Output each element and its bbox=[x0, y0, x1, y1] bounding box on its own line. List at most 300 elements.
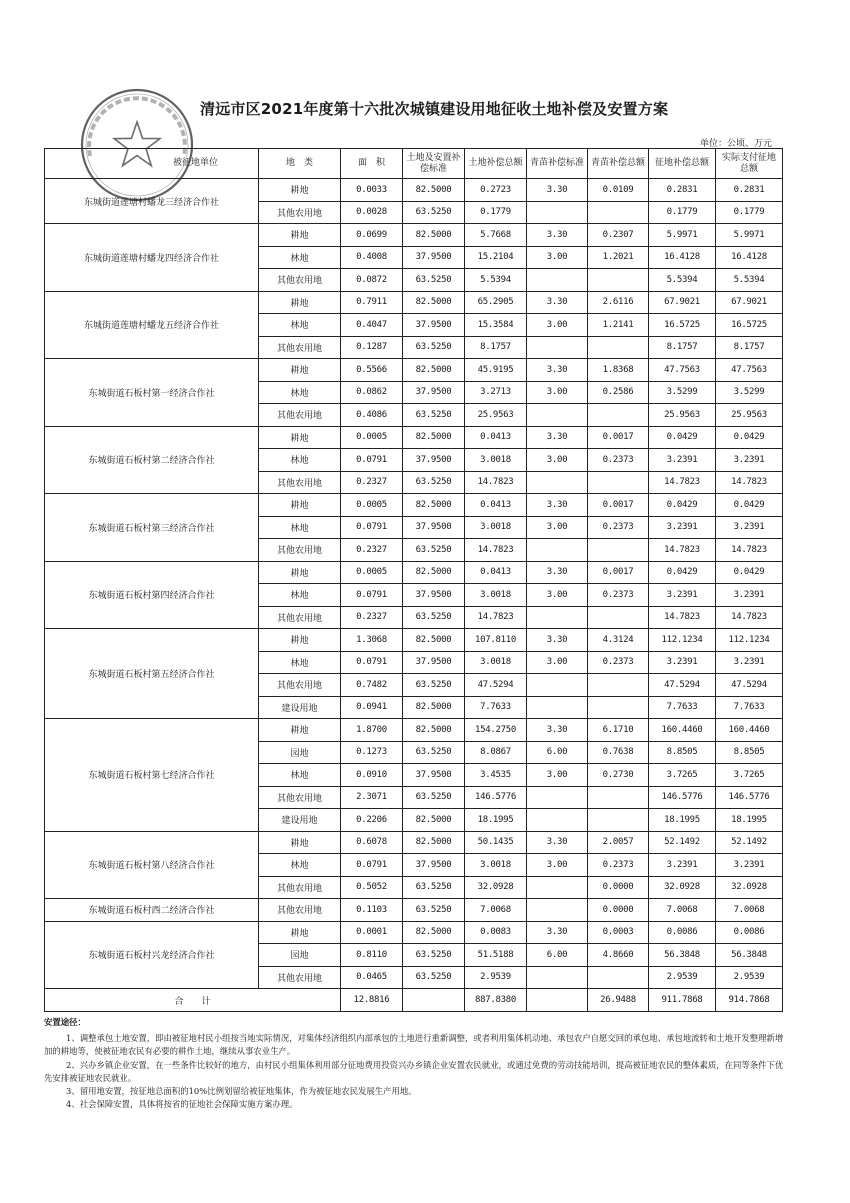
cell-land-type: 耕地 bbox=[259, 561, 341, 584]
cell-land-total: 18.1995 bbox=[465, 809, 527, 832]
cell-land-total: 7.7633 bbox=[465, 696, 527, 719]
total-std bbox=[403, 989, 465, 1012]
cell-land-total: 51.5188 bbox=[465, 944, 527, 967]
cell-comp-total: 0.2831 bbox=[649, 179, 716, 202]
cell-actual-total: 3.2391 bbox=[716, 651, 783, 674]
cell-std: 63.5250 bbox=[403, 201, 465, 224]
cell-actual-total: 3.2391 bbox=[716, 584, 783, 607]
cell-actual-total: 16.4128 bbox=[716, 246, 783, 269]
cell-comp-total: 5.5394 bbox=[649, 269, 716, 292]
cell-land-type: 耕地 bbox=[259, 719, 341, 742]
cell-land-type: 耕地 bbox=[259, 179, 341, 202]
cell-land-total: 15.2104 bbox=[465, 246, 527, 269]
cell-land-total: 45.9195 bbox=[465, 359, 527, 382]
cell-actual-total: 2.9539 bbox=[716, 966, 783, 989]
cell-std: 82.5000 bbox=[403, 359, 465, 382]
cell-actual-total: 47.5294 bbox=[716, 674, 783, 697]
cell-actual-total: 3.7265 bbox=[716, 764, 783, 787]
cell-std: 82.5000 bbox=[403, 561, 465, 584]
cell-area: 0.0791 bbox=[341, 854, 403, 877]
cell-actual-total: 32.0928 bbox=[716, 876, 783, 899]
cell-crop-std bbox=[527, 471, 588, 494]
cell-area: 0.1273 bbox=[341, 741, 403, 764]
cell-actual-total: 8.1757 bbox=[716, 336, 783, 359]
cell-land-type: 其他农用地 bbox=[259, 471, 341, 494]
cell-crop-total: 0.2586 bbox=[588, 381, 649, 404]
cell-land-total: 15.3584 bbox=[465, 314, 527, 337]
cell-std: 37.9500 bbox=[403, 449, 465, 472]
cell-crop-std: 6.00 bbox=[527, 944, 588, 967]
cell-std: 37.9500 bbox=[403, 246, 465, 269]
cell-crop-std: 3.30 bbox=[527, 291, 588, 314]
cell-std: 82.5000 bbox=[403, 921, 465, 944]
table-row bbox=[45, 426, 783, 449]
cell-actual-total: 5.5394 bbox=[716, 269, 783, 292]
cell-crop-total: 0.0017 bbox=[588, 426, 649, 449]
cell-actual-total: 3.5299 bbox=[716, 381, 783, 404]
cell-land-total: 0.0413 bbox=[465, 494, 527, 517]
cell-comp-total: 32.0928 bbox=[649, 876, 716, 899]
cell-land-total: 47.5294 bbox=[465, 674, 527, 697]
cell-area: 0.2327 bbox=[341, 539, 403, 562]
cell-land-type: 林地 bbox=[259, 381, 341, 404]
cell-comp-total: 52.1492 bbox=[649, 831, 716, 854]
cell-area: 0.4008 bbox=[341, 246, 403, 269]
cell-crop-std: 3.30 bbox=[527, 359, 588, 382]
cell-crop-std bbox=[527, 404, 588, 427]
cell-land-total: 0.0413 bbox=[465, 561, 527, 584]
cell-land-type: 耕地 bbox=[259, 494, 341, 517]
cell-area: 0.1287 bbox=[341, 336, 403, 359]
cell-area: 0.7911 bbox=[341, 291, 403, 314]
cell-crop-std: 3.30 bbox=[527, 561, 588, 584]
cell-std: 37.9500 bbox=[403, 381, 465, 404]
cell-crop-total bbox=[588, 404, 649, 427]
cell-land-total: 5.5394 bbox=[465, 269, 527, 292]
cell-std: 82.5000 bbox=[403, 629, 465, 652]
cell-area: 0.0005 bbox=[341, 426, 403, 449]
cell-land-total: 5.7668 bbox=[465, 224, 527, 247]
cell-crop-total bbox=[588, 786, 649, 809]
cell-crop-std bbox=[527, 336, 588, 359]
cell-crop-std: 3.00 bbox=[527, 449, 588, 472]
cell-comp-total: 0.0086 bbox=[649, 921, 716, 944]
document-title: 清远市区2021年度第十六批次城镇建设用地征收土地补偿及安置方案 bbox=[200, 100, 669, 118]
cell-owner: 东城街道石板村兴龙经济合作社 bbox=[45, 921, 259, 989]
cell-crop-std bbox=[527, 539, 588, 562]
cell-actual-total: 8.8505 bbox=[716, 741, 783, 764]
table-header-row bbox=[45, 149, 783, 179]
cell-comp-total: 25.9563 bbox=[649, 404, 716, 427]
cell-land-type: 其他农用地 bbox=[259, 966, 341, 989]
cell-land-type: 林地 bbox=[259, 246, 341, 269]
cell-actual-total: 7.7633 bbox=[716, 696, 783, 719]
cell-area: 0.0910 bbox=[341, 764, 403, 787]
cell-actual-total: 14.7823 bbox=[716, 606, 783, 629]
cell-land-total: 3.0018 bbox=[465, 449, 527, 472]
total-actual: 914.7868 bbox=[716, 989, 783, 1012]
cell-comp-total: 7.7633 bbox=[649, 696, 716, 719]
cell-land-type: 耕地 bbox=[259, 291, 341, 314]
cell-crop-std bbox=[527, 606, 588, 629]
cell-area: 0.0033 bbox=[341, 179, 403, 202]
cell-comp-total: 47.5294 bbox=[649, 674, 716, 697]
cell-area: 0.7482 bbox=[341, 674, 403, 697]
cell-std: 37.9500 bbox=[403, 584, 465, 607]
resettlement-notes bbox=[44, 1016, 790, 1111]
cell-comp-total: 5.9971 bbox=[649, 224, 716, 247]
cell-comp-total: 160.4460 bbox=[649, 719, 716, 742]
cell-comp-total: 14.7823 bbox=[649, 539, 716, 562]
cell-crop-total bbox=[588, 539, 649, 562]
cell-actual-total: 3.2391 bbox=[716, 854, 783, 877]
cell-comp-total: 3.5299 bbox=[649, 381, 716, 404]
header-crop-total: 青苗补偿总额 bbox=[588, 149, 649, 179]
cell-std: 37.9500 bbox=[403, 651, 465, 674]
cell-land-type: 林地 bbox=[259, 764, 341, 787]
cell-owner: 东城街道莲塘村蟠龙三经济合作社 bbox=[45, 179, 259, 224]
cell-land-total: 2.9539 bbox=[465, 966, 527, 989]
cell-crop-std bbox=[527, 674, 588, 697]
cell-crop-total: 0.2307 bbox=[588, 224, 649, 247]
note-item: 2、兴办乡镇企业安置，在一些条件比较好的地方，由村民小组集体利用部分征地费用投资兴办乡镇企业安置农民就业，或通过免费的劳动技能培训，提高被征地农民的整体素质，在同等条件下优先安排被征地农民就业。 bbox=[44, 1059, 784, 1083]
cell-area: 0.0791 bbox=[341, 651, 403, 674]
cell-comp-total: 14.7823 bbox=[649, 606, 716, 629]
cell-actual-total: 0.0086 bbox=[716, 921, 783, 944]
total-land: 887.8380 bbox=[465, 989, 527, 1012]
cell-crop-std: 3.30 bbox=[527, 629, 588, 652]
cell-comp-total: 3.2391 bbox=[649, 854, 716, 877]
cell-land-type: 林地 bbox=[259, 584, 341, 607]
cell-crop-total: 0.2373 bbox=[588, 651, 649, 674]
cell-land-total: 14.7823 bbox=[465, 471, 527, 494]
cell-land-type: 林地 bbox=[259, 651, 341, 674]
cell-area: 0.0005 bbox=[341, 561, 403, 584]
cell-area: 1.3068 bbox=[341, 629, 403, 652]
cell-crop-total: 2.0057 bbox=[588, 831, 649, 854]
cell-std: 82.5000 bbox=[403, 696, 465, 719]
cell-std: 63.5250 bbox=[403, 404, 465, 427]
cell-comp-total: 0.0429 bbox=[649, 426, 716, 449]
cell-owner: 东城街道石板村第七经济合作社 bbox=[45, 719, 259, 832]
cell-crop-total: 0.7638 bbox=[588, 741, 649, 764]
cell-crop-total bbox=[588, 674, 649, 697]
cell-actual-total: 0.0429 bbox=[716, 426, 783, 449]
cell-land-total: 8.0867 bbox=[465, 741, 527, 764]
cell-crop-std: 3.30 bbox=[527, 921, 588, 944]
cell-actual-total: 7.0068 bbox=[716, 899, 783, 922]
cell-crop-total: 0.2730 bbox=[588, 764, 649, 787]
cell-std: 63.5250 bbox=[403, 876, 465, 899]
header-actual-total: 实际支付征地总额 bbox=[716, 149, 783, 179]
cell-crop-std: 3.30 bbox=[527, 494, 588, 517]
total-crop: 26.9488 bbox=[588, 989, 649, 1012]
cell-land-type: 耕地 bbox=[259, 426, 341, 449]
cell-crop-total: 0.0000 bbox=[588, 876, 649, 899]
cell-land-type: 其他农用地 bbox=[259, 876, 341, 899]
cell-comp-total: 3.2391 bbox=[649, 516, 716, 539]
cell-owner: 东城街道石板村西二经济合作社 bbox=[45, 899, 259, 922]
cell-crop-total: 4.3124 bbox=[588, 629, 649, 652]
cell-std: 82.5000 bbox=[403, 291, 465, 314]
cell-actual-total: 25.9563 bbox=[716, 404, 783, 427]
cell-crop-total: 6.1710 bbox=[588, 719, 649, 742]
cell-owner: 东城街道石板村第一经济合作社 bbox=[45, 359, 259, 427]
cell-area: 0.0872 bbox=[341, 269, 403, 292]
cell-area: 1.8700 bbox=[341, 719, 403, 742]
cell-std: 82.5000 bbox=[403, 719, 465, 742]
cell-land-type: 耕地 bbox=[259, 359, 341, 382]
cell-land-type: 建设用地 bbox=[259, 809, 341, 832]
cell-crop-total: 0.2373 bbox=[588, 449, 649, 472]
cell-owner: 东城街道石板村第五经济合作社 bbox=[45, 629, 259, 719]
cell-crop-total bbox=[588, 809, 649, 832]
cell-crop-std bbox=[527, 696, 588, 719]
cell-actual-total: 14.7823 bbox=[716, 539, 783, 562]
cell-area: 0.6078 bbox=[341, 831, 403, 854]
cell-comp-total: 16.4128 bbox=[649, 246, 716, 269]
cell-actual-total: 67.9021 bbox=[716, 291, 783, 314]
cell-crop-total: 1.8368 bbox=[588, 359, 649, 382]
cell-land-type: 其他农用地 bbox=[259, 404, 341, 427]
note-item: 3、留用地安置，按征地总面积的10%比例划留给被征地集体，作为被征地农民发展生产用地。 bbox=[66, 1086, 417, 1097]
cell-crop-std bbox=[527, 269, 588, 292]
cell-area: 0.0791 bbox=[341, 516, 403, 539]
cell-land-type: 耕地 bbox=[259, 629, 341, 652]
cell-area: 0.2327 bbox=[341, 606, 403, 629]
cell-std: 63.5250 bbox=[403, 899, 465, 922]
header-land-total: 土地补偿总额 bbox=[465, 149, 527, 179]
cell-crop-std: 3.30 bbox=[527, 719, 588, 742]
cell-std: 82.5000 bbox=[403, 426, 465, 449]
cell-comp-total: 67.9021 bbox=[649, 291, 716, 314]
cell-land-type: 其他农用地 bbox=[259, 786, 341, 809]
cell-owner: 东城街道石板村第二经济合作社 bbox=[45, 426, 259, 494]
cell-crop-std: 3.30 bbox=[527, 224, 588, 247]
table-row bbox=[45, 921, 783, 944]
cell-crop-total: 0.0000 bbox=[588, 899, 649, 922]
cell-std: 82.5000 bbox=[403, 831, 465, 854]
total-row bbox=[45, 989, 783, 1012]
cell-land-type: 建设用地 bbox=[259, 696, 341, 719]
cell-owner: 东城街道石板村第三经济合作社 bbox=[45, 494, 259, 562]
cell-area: 0.1103 bbox=[341, 899, 403, 922]
cell-crop-total: 0.0003 bbox=[588, 921, 649, 944]
cell-comp-total: 2.9539 bbox=[649, 966, 716, 989]
cell-comp-total: 56.3848 bbox=[649, 944, 716, 967]
header-crop-std: 青苗补偿标准 bbox=[527, 149, 588, 179]
cell-land-type: 林地 bbox=[259, 314, 341, 337]
cell-actual-total: 5.9971 bbox=[716, 224, 783, 247]
cell-land-total: 154.2750 bbox=[465, 719, 527, 742]
header-std: 土地及安置补偿标准 bbox=[403, 149, 465, 179]
cell-crop-total: 0.0017 bbox=[588, 561, 649, 584]
cell-land-type: 其他农用地 bbox=[259, 201, 341, 224]
cell-std: 37.9500 bbox=[403, 854, 465, 877]
cell-land-total: 3.0018 bbox=[465, 854, 527, 877]
table-row bbox=[45, 561, 783, 584]
table-row bbox=[45, 899, 783, 922]
cell-crop-total bbox=[588, 201, 649, 224]
cell-crop-total: 2.6116 bbox=[588, 291, 649, 314]
cell-crop-total bbox=[588, 269, 649, 292]
cell-std: 37.9500 bbox=[403, 314, 465, 337]
cell-std: 63.5250 bbox=[403, 471, 465, 494]
cell-area: 0.0028 bbox=[341, 201, 403, 224]
header-owner: 被征地单位 bbox=[45, 149, 259, 179]
cell-land-total: 50.1435 bbox=[465, 831, 527, 854]
cell-crop-std: 3.00 bbox=[527, 584, 588, 607]
table-row bbox=[45, 494, 783, 517]
unit-label: 单位：公顷、万元 bbox=[700, 139, 773, 149]
cell-land-total: 3.0018 bbox=[465, 516, 527, 539]
table-row bbox=[45, 291, 783, 314]
cell-crop-total bbox=[588, 471, 649, 494]
cell-crop-total: 0.2373 bbox=[588, 516, 649, 539]
cell-actual-total: 18.1995 bbox=[716, 809, 783, 832]
cell-crop-std bbox=[527, 201, 588, 224]
cell-comp-total: 3.2391 bbox=[649, 449, 716, 472]
cell-actual-total: 0.2831 bbox=[716, 179, 783, 202]
cell-comp-total: 8.8505 bbox=[649, 741, 716, 764]
cell-std: 63.5250 bbox=[403, 269, 465, 292]
cell-crop-std: 3.00 bbox=[527, 764, 588, 787]
cell-owner: 东城街道石板村第四经济合作社 bbox=[45, 561, 259, 629]
cell-crop-total: 0.2373 bbox=[588, 854, 649, 877]
cell-crop-std: 3.00 bbox=[527, 246, 588, 269]
cell-land-total: 25.9563 bbox=[465, 404, 527, 427]
cell-area: 0.0941 bbox=[341, 696, 403, 719]
cell-land-type: 林地 bbox=[259, 854, 341, 877]
cell-crop-total bbox=[588, 606, 649, 629]
cell-std: 37.9500 bbox=[403, 516, 465, 539]
header-type: 地 类 bbox=[259, 149, 341, 179]
cell-land-type: 耕地 bbox=[259, 921, 341, 944]
total-label: 合 计 bbox=[45, 989, 341, 1012]
cell-crop-total: 0.0109 bbox=[588, 179, 649, 202]
cell-std: 82.5000 bbox=[403, 494, 465, 517]
cell-actual-total: 160.4460 bbox=[716, 719, 783, 742]
cell-comp-total: 47.7563 bbox=[649, 359, 716, 382]
table-row bbox=[45, 224, 783, 247]
cell-crop-total: 0.0017 bbox=[588, 494, 649, 517]
cell-crop-total: 0.2373 bbox=[588, 584, 649, 607]
cell-crop-std: 3.00 bbox=[527, 854, 588, 877]
cell-land-type: 其他农用地 bbox=[259, 674, 341, 697]
cell-land-total: 7.0068 bbox=[465, 899, 527, 922]
cell-std: 63.5250 bbox=[403, 336, 465, 359]
cell-area: 0.0862 bbox=[341, 381, 403, 404]
cell-comp-total: 0.1779 bbox=[649, 201, 716, 224]
cell-crop-std: 3.30 bbox=[527, 831, 588, 854]
cell-land-type: 其他农用地 bbox=[259, 899, 341, 922]
cell-crop-total bbox=[588, 966, 649, 989]
cell-std: 63.5250 bbox=[403, 966, 465, 989]
cell-land-total: 14.7823 bbox=[465, 606, 527, 629]
table-row bbox=[45, 179, 783, 202]
cell-crop-std: 3.00 bbox=[527, 381, 588, 404]
cell-area: 0.4047 bbox=[341, 314, 403, 337]
cell-crop-std: 3.00 bbox=[527, 516, 588, 539]
cell-std: 63.5250 bbox=[403, 786, 465, 809]
table-row bbox=[45, 359, 783, 382]
cell-area: 0.8110 bbox=[341, 944, 403, 967]
notes-heading: 安置途径： bbox=[44, 1017, 86, 1027]
cell-area: 0.5566 bbox=[341, 359, 403, 382]
cell-comp-total: 3.2391 bbox=[649, 651, 716, 674]
cell-land-total: 0.0413 bbox=[465, 426, 527, 449]
cell-comp-total: 112.1234 bbox=[649, 629, 716, 652]
cell-comp-total: 3.2391 bbox=[649, 584, 716, 607]
cell-actual-total: 0.0429 bbox=[716, 494, 783, 517]
cell-actual-total: 47.7563 bbox=[716, 359, 783, 382]
cell-std: 63.5250 bbox=[403, 606, 465, 629]
cell-comp-total: 7.0068 bbox=[649, 899, 716, 922]
note-item: 1、调整承包土地安置，即由被征地村民小组按当地实际情况，对集体经济组织内部承包的土地进行重新调整，或者利用集体机动地、承包农户自愿交回的承包地、承包地流转和土地开发整理新增加的耕地等，使被征地农民有必要的耕作土地，继续从事农业生产。 bbox=[44, 1033, 784, 1057]
cell-std: 63.5250 bbox=[403, 539, 465, 562]
cell-land-total: 65.2905 bbox=[465, 291, 527, 314]
cell-crop-std bbox=[527, 899, 588, 922]
cell-land-total: 146.5776 bbox=[465, 786, 527, 809]
cell-std: 63.5250 bbox=[403, 944, 465, 967]
cell-land-type: 其他农用地 bbox=[259, 336, 341, 359]
cell-land-type: 其他农用地 bbox=[259, 269, 341, 292]
cell-area: 0.0005 bbox=[341, 494, 403, 517]
cell-actual-total: 52.1492 bbox=[716, 831, 783, 854]
cell-land-total: 3.0018 bbox=[465, 584, 527, 607]
cell-land-total: 0.2723 bbox=[465, 179, 527, 202]
note-item: 4、社会保障安置，具体将按省的征地社会保障实施方案办理。 bbox=[66, 1099, 298, 1110]
total-area: 12.8816 bbox=[341, 989, 403, 1012]
cell-actual-total: 146.5776 bbox=[716, 786, 783, 809]
cell-crop-std: 6.00 bbox=[527, 741, 588, 764]
cell-area: 0.5052 bbox=[341, 876, 403, 899]
cell-std: 82.5000 bbox=[403, 809, 465, 832]
cell-land-total: 0.1779 bbox=[465, 201, 527, 224]
cell-comp-total: 18.1995 bbox=[649, 809, 716, 832]
cell-crop-total bbox=[588, 696, 649, 719]
cell-comp-total: 14.7823 bbox=[649, 471, 716, 494]
cell-land-total: 107.8110 bbox=[465, 629, 527, 652]
cell-crop-std: 3.30 bbox=[527, 179, 588, 202]
cell-comp-total: 146.5776 bbox=[649, 786, 716, 809]
cell-owner: 东城街道石板村第八经济合作社 bbox=[45, 831, 259, 899]
cell-comp-total: 16.5725 bbox=[649, 314, 716, 337]
cell-crop-total: 4.8660 bbox=[588, 944, 649, 967]
cell-land-total: 8.1757 bbox=[465, 336, 527, 359]
cell-actual-total: 3.2391 bbox=[716, 449, 783, 472]
cell-crop-std: 3.00 bbox=[527, 651, 588, 674]
cell-crop-std bbox=[527, 876, 588, 899]
cell-land-type: 园地 bbox=[259, 944, 341, 967]
cell-area: 0.0791 bbox=[341, 584, 403, 607]
cell-owner: 东城街道莲塘村蟠龙五经济合作社 bbox=[45, 291, 259, 359]
cell-land-total: 14.7823 bbox=[465, 539, 527, 562]
cell-land-type: 园地 bbox=[259, 741, 341, 764]
cell-land-total: 3.4535 bbox=[465, 764, 527, 787]
cell-land-type: 其他农用地 bbox=[259, 539, 341, 562]
cell-comp-total: 0.0429 bbox=[649, 494, 716, 517]
cell-land-type: 其他农用地 bbox=[259, 606, 341, 629]
cell-std: 63.5250 bbox=[403, 741, 465, 764]
cell-std: 82.5000 bbox=[403, 179, 465, 202]
cell-area: 0.0001 bbox=[341, 921, 403, 944]
cell-crop-total bbox=[588, 336, 649, 359]
cell-crop-std bbox=[527, 809, 588, 832]
compensation-table bbox=[44, 148, 783, 1012]
cell-land-total: 3.0018 bbox=[465, 651, 527, 674]
header-area: 面 积 bbox=[341, 149, 403, 179]
